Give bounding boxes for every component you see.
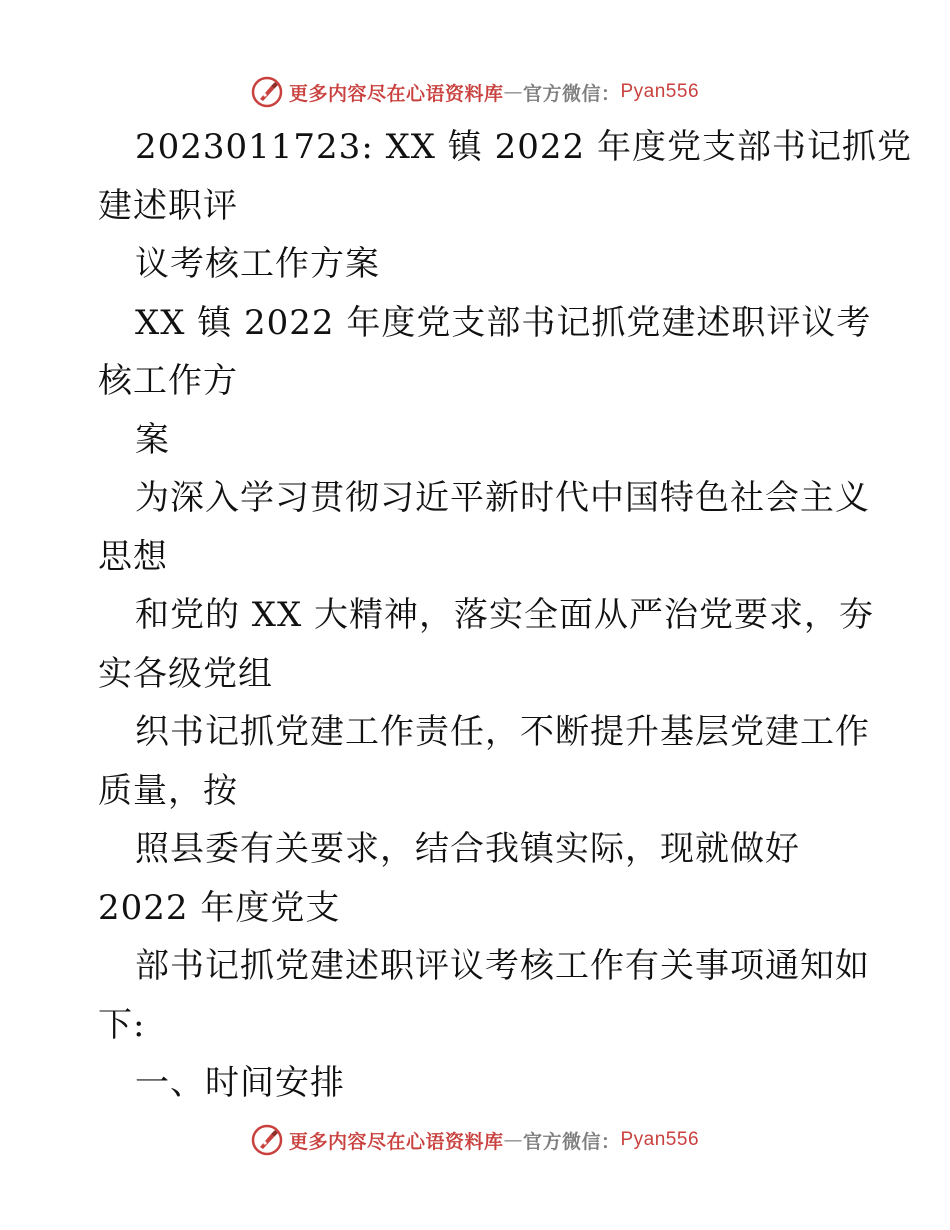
fountain-pen-logo-icon (251, 76, 283, 108)
doc-line: 2023011723: XX 镇 2022 年度党支部书记抓党 (135, 127, 912, 167)
banner-dash: — (503, 1129, 523, 1151)
banner-wechat-id: Pyan556 (620, 81, 700, 102)
doc-line: 议考核工作方案 (135, 244, 380, 284)
footer-watermark-banner (0, 1120, 950, 1160)
doc-line: 照县委有关要求，结合我镇实际，现就做好 (135, 829, 800, 869)
fountain-pen-logo-icon (251, 1124, 283, 1156)
doc-line: 思想 (98, 536, 168, 577)
banner-wechat-label: 官方微信： (522, 1130, 621, 1153)
doc-line: 核工作方 (98, 361, 238, 401)
document-body (98, 118, 912, 1113)
banner-dash: — (503, 81, 523, 103)
doc-line: 质量，按 (98, 770, 238, 811)
banner-wechat-label: 官方微信： (522, 82, 621, 105)
doc-line: 2022 年度党支 (98, 887, 341, 928)
doc-line: 为深入学习贯彻习近平新时代中国特色社会主义 (135, 478, 870, 518)
banner-site-text: 更多内容尽在心语资料库 (288, 1130, 504, 1153)
banner-wechat-id: Pyan556 (620, 1129, 700, 1150)
doc-line: 建述职评 (98, 185, 238, 226)
doc-line: XX 镇 2022 年度党支部书记抓党建述职评议考 (135, 302, 872, 343)
header-watermark-banner (0, 72, 950, 112)
doc-line: 和党的 XX 大精神，落实全面从严治党要求，夯 (135, 595, 875, 635)
doc-line: 下: (98, 1004, 146, 1045)
section-heading: 一、时间安排 (135, 1063, 345, 1103)
doc-line: 案 (135, 419, 170, 460)
doc-line: 实各级党组 (98, 653, 273, 694)
doc-line: 部书记抓党建述职评议考核工作有关事项通知如 (135, 946, 870, 986)
doc-line: 织书记抓党建工作责任，不断提升基层党建工作 (135, 712, 870, 752)
banner-site-text: 更多内容尽在心语资料库 (288, 82, 504, 105)
